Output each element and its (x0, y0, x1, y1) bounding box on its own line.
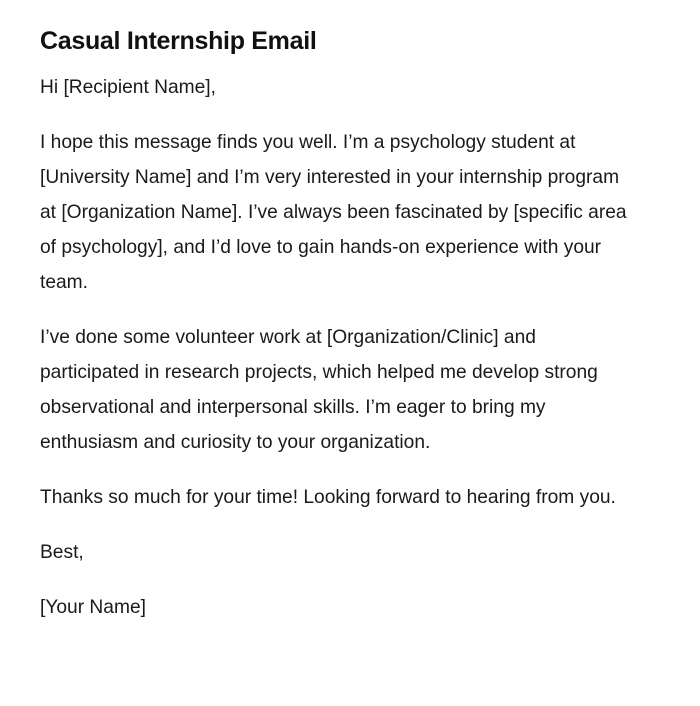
email-document (40, 24, 640, 645)
email-signature: [Your Name] (40, 597, 146, 618)
email-paragraph-experience: I’ve done some volunteer work at [Organization/Clinic] and participated in research projects, which helped me develop strong observational and interpersonal skills. I’m eager to bring my enthusiasm and curiosity to your organization. (40, 327, 598, 453)
email-paragraph-thanks: Thanks so much for your time! Looking forward to hearing from you. (40, 487, 616, 508)
document-title: Casual Internship Email (40, 27, 317, 55)
email-paragraph-intro: I hope this message finds you well. I’m a psychology student at [University Name] and I’m very interested in your internship program at [Organization Name]. I’ve always been fascinated by [specific area of psychology], and I’d love to gain hands-on experience with your team. (40, 132, 627, 293)
email-closing: Best, (40, 542, 84, 563)
email-greeting: Hi [Recipient Name], (40, 77, 216, 98)
